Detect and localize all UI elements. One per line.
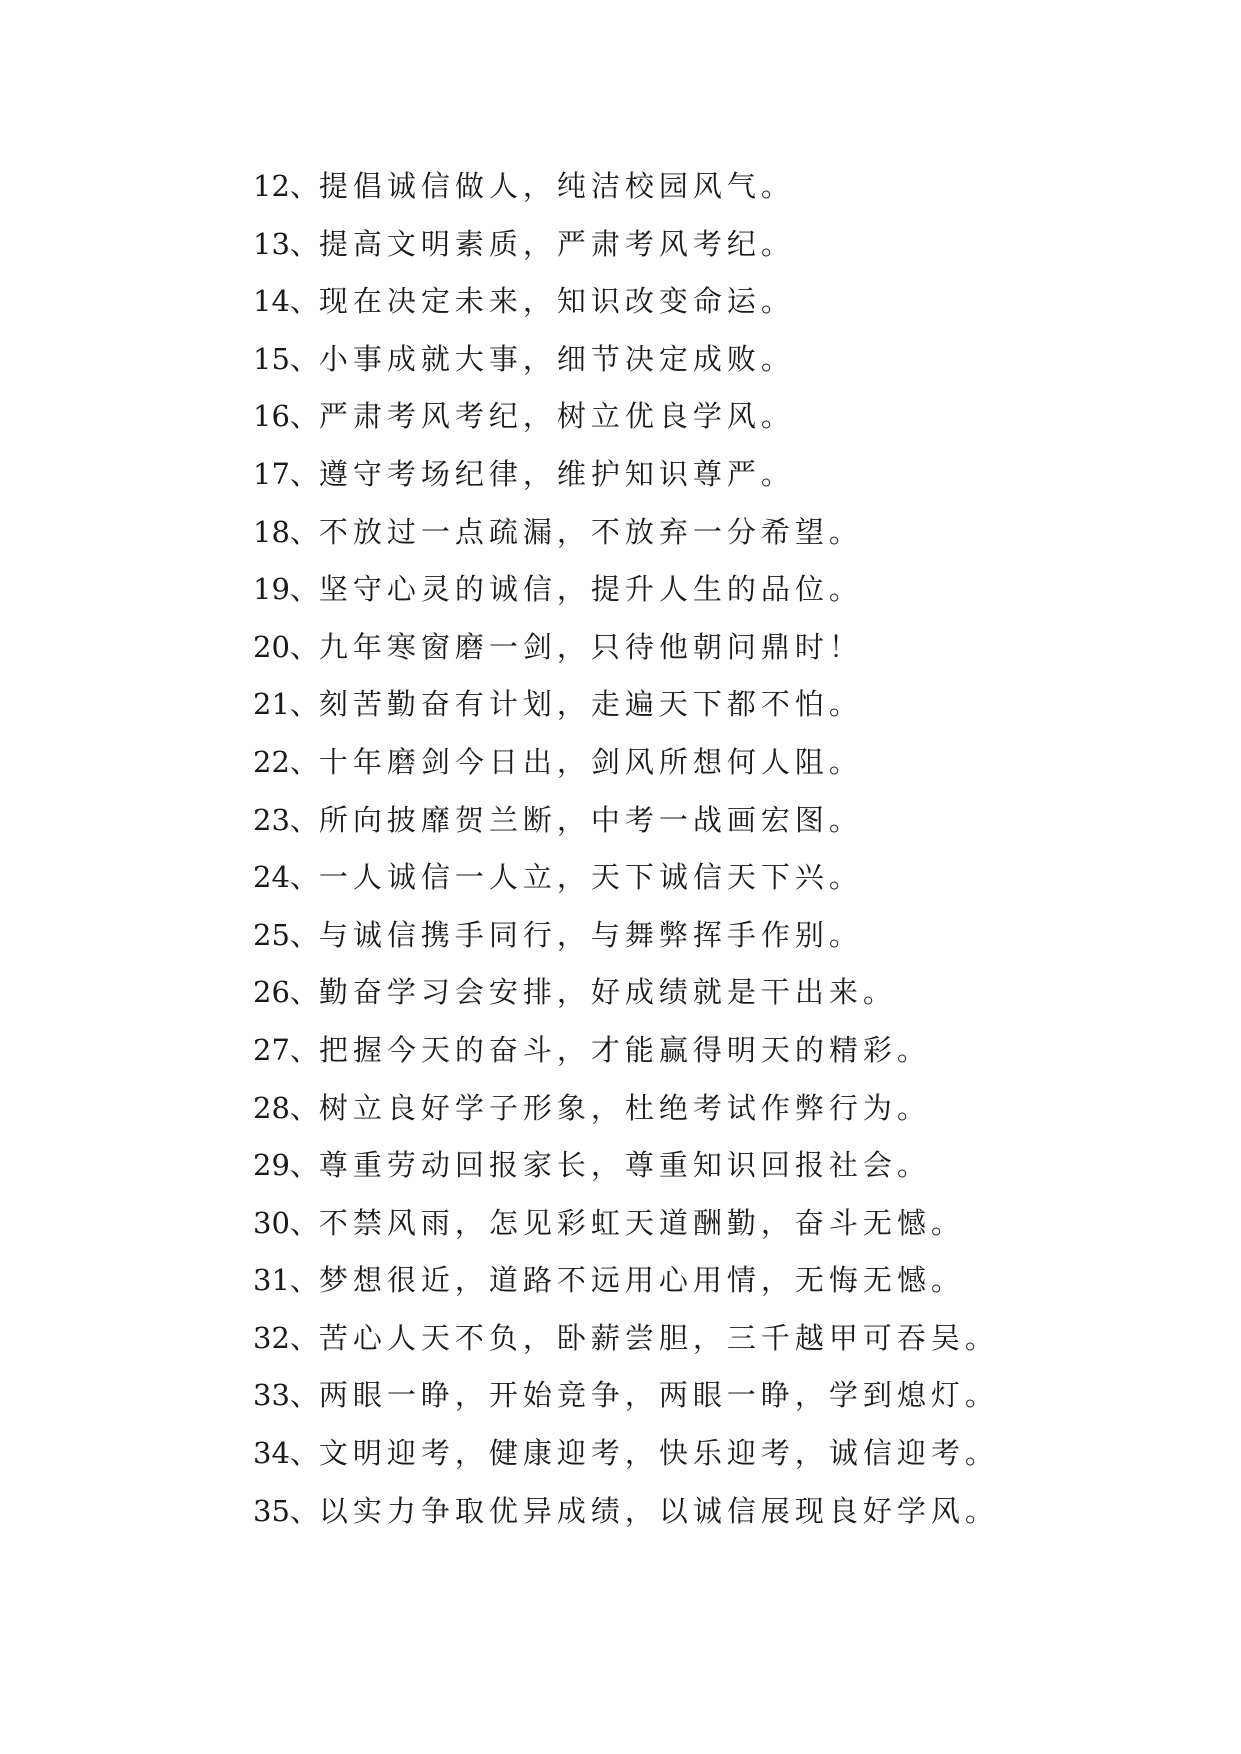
- item-text: 所向披靡贺兰断，中考一战画宏图。: [318, 802, 863, 837]
- item-text: 不放过一点疏漏，不放弃一分希望。: [318, 514, 863, 549]
- item-number: 20、: [253, 629, 319, 664]
- item-text: 梦想很近，道路不远用心用情，无悔无憾。: [318, 1263, 965, 1298]
- item-number: 34、: [253, 1436, 319, 1471]
- item-text: 勤奋学习会安排，好成绩就是干出来。: [318, 975, 897, 1010]
- item-number: 35、: [253, 1493, 319, 1528]
- list-item: [253, 273, 1213, 331]
- list-item: [253, 388, 1213, 446]
- item-number: 28、: [253, 1090, 319, 1125]
- item-text: 现在决定未来，知识改变命运。: [318, 284, 795, 319]
- list-item: [253, 1310, 1213, 1368]
- item-text: 遵守考场纪律，维护知识尊严。: [318, 456, 795, 491]
- item-text: 不禁风雨，怎见彩虹天道酬勤，奋斗无憾。: [318, 1205, 965, 1240]
- item-number: 30、: [253, 1205, 319, 1240]
- item-number: 25、: [253, 917, 319, 952]
- item-text: 小事成就大事，细节决定成败。: [318, 341, 795, 376]
- list-item: [253, 1483, 1213, 1541]
- list-item: [253, 964, 1213, 1022]
- list-item: [253, 216, 1213, 274]
- list-item: [253, 1080, 1213, 1138]
- item-text: 提高文明素质，严肃考风考纪。: [318, 226, 795, 261]
- item-text: 苦心人天不负，卧薪尝胆，三千越甲可吞吴。: [318, 1320, 999, 1355]
- item-text: 严肃考风考纪，树立优良学风。: [318, 399, 795, 434]
- item-text: 文明迎考，健康迎考，快乐迎考，诚信迎考。: [318, 1436, 999, 1471]
- item-number: 26、: [253, 975, 319, 1010]
- item-number: 32、: [253, 1320, 319, 1355]
- list-item: [253, 561, 1213, 619]
- item-text: 两眼一睁，开始竞争，两眼一睁，学到熄灯。: [318, 1378, 999, 1413]
- item-number: 13、: [253, 226, 319, 261]
- item-number: 29、: [253, 1148, 319, 1183]
- item-number: 23、: [253, 802, 319, 837]
- item-text: 九年寒窗磨一剑，只待他朝问鼎时！: [318, 629, 863, 664]
- item-number: 15、: [253, 341, 319, 376]
- list-item: [253, 619, 1213, 677]
- item-number: 16、: [253, 399, 319, 434]
- list-item: [253, 331, 1213, 389]
- list-item: [253, 1252, 1213, 1310]
- item-text: 坚守心灵的诚信，提升人生的品位。: [318, 572, 863, 607]
- item-text: 提倡诚信做人，纯洁校园风气。: [318, 169, 795, 203]
- item-text: 把握今天的奋斗，才能赢得明天的精彩。: [318, 1032, 931, 1067]
- item-number: 21、: [253, 687, 319, 722]
- list-item: [253, 504, 1213, 562]
- item-number: 12、: [253, 169, 319, 203]
- item-number: 27、: [253, 1032, 319, 1067]
- list-item: [253, 158, 1213, 216]
- list-item: [253, 1195, 1213, 1253]
- item-number: 18、: [253, 514, 319, 549]
- list-item: [253, 676, 1213, 734]
- list-item: [253, 446, 1213, 504]
- item-text: 十年磨剑今日出，剑风所想何人阻。: [318, 744, 863, 779]
- item-number: 33、: [253, 1378, 319, 1413]
- slogan-list: [253, 158, 1213, 1540]
- item-text: 以实力争取优异成绩，以诚信展现良好学风。: [318, 1493, 999, 1528]
- list-item: [253, 907, 1213, 965]
- item-text: 树立良好学子形象，杜绝考试作弊行为。: [318, 1090, 931, 1125]
- item-text: 刻苦勤奋有计划，走遍天下都不怕。: [318, 687, 863, 722]
- list-item: [253, 849, 1213, 907]
- item-text: 一人诚信一人立，天下诚信天下兴。: [318, 860, 863, 895]
- list-item: [253, 792, 1213, 850]
- list-item: [253, 734, 1213, 792]
- item-number: 22、: [253, 744, 319, 779]
- item-text: 与诚信携手同行，与舞弊挥手作别。: [318, 917, 863, 952]
- item-number: 17、: [253, 456, 319, 491]
- item-number: 19、: [253, 572, 319, 607]
- list-item: [253, 1367, 1213, 1425]
- item-text: 尊重劳动回报家长，尊重知识回报社会。: [318, 1148, 931, 1183]
- item-number: 14、: [253, 284, 319, 319]
- item-number: 24、: [253, 860, 319, 895]
- list-item: [253, 1425, 1213, 1483]
- list-item: [253, 1137, 1213, 1195]
- list-item: [253, 1022, 1213, 1080]
- item-number: 31、: [253, 1263, 319, 1298]
